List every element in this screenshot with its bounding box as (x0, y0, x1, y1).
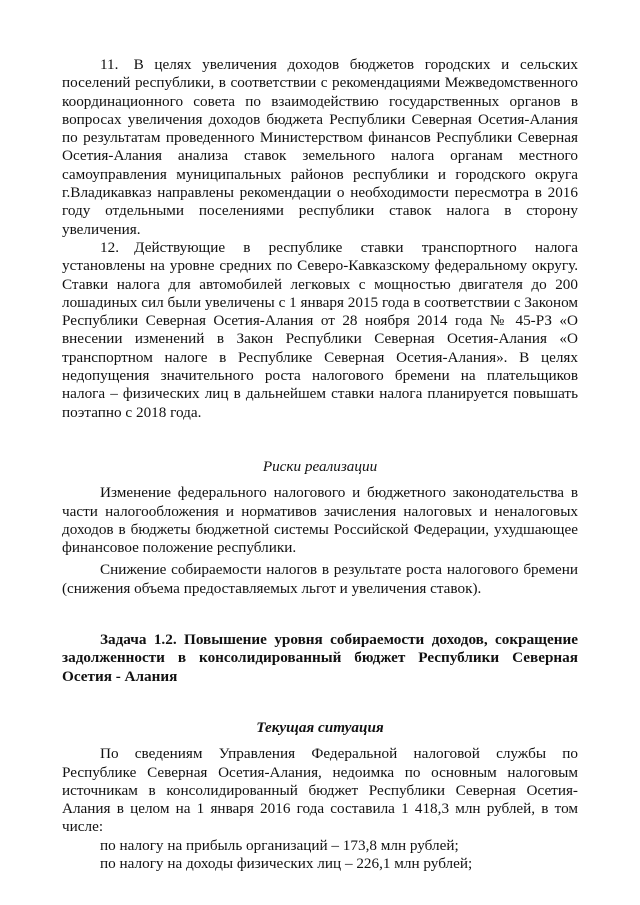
document-page (62, 56, 578, 873)
task-heading: Задача 1.2. Повышение уровня собираемости доходов, сокращение задолженности в консолидированный бюджет Республики Северная Осетия - Алания (62, 631, 578, 685)
list-item: по налогу на доходы физических лиц – 226,1 млн рублей; (100, 854, 473, 872)
paragraph-12: 12. Действующие в республике ставки транспортного налога установлены на уровне средних по Северо-Кавказскому федеральному округу. Ставки налога для автомобилей легковых с мощностью двигателя до 200 лошадиных сил были увеличены с 1 января 2015 года в соответствии с Законом Республики Северная Осетия-Алания от 28 ноября 2014 года № 45-РЗ «О внесении изменений в Закон Республики Северная Осетия-Алания «О транспортном налоге в Республике Северная Осетия-Алания». В целях недопущения значительного роста налогового бремени на плательщиков налога – физических лиц в дальнейшем ставки налога планируется повышать поэтапно с 2018 года. (62, 238, 578, 421)
current-situation-heading: Текущая ситуация (256, 718, 384, 736)
paragraph-11: 11. В целях увеличения доходов бюджетов городских и сельских поселений республики, в соответствии с рекомендациями Межведомственного координационного совета по взаимодействию государственных органов в вопросах увеличения доходов бюджета Республики Северная Осетия-Алания по результатам проведенного Министерством финансов Республики Северная Осетия-Алания анализа ставок земельного налога органам местного самоуправления муниципальных районов республики и городского округа г.Владикавказ направлены рекомендации о необходимости пересмотра в 2016 году отдельными поселениями республики ставок налога в сторону увеличения. (62, 56, 578, 238)
risks-heading: Риски реализации (262, 457, 378, 475)
current-situation-paragraph: По сведениям Управления Федеральной налоговой службы по Республике Северная Осетия-Алания, недоимка по основным налоговым источникам в консолидированный бюджет Республики Северная Осетия-Алания в целом на 1 января 2016 года составила 1 418,3 млн рублей, в том числе: (62, 745, 578, 836)
list-item: по налогу на прибыль организаций – 173,8 млн рублей; (100, 836, 459, 854)
risk-paragraph-1: Изменение федерального налогового и бюджетного законодательства в части налогообложения и нормативов зачисления налоговых и неналоговых доходов в бюджеты бюджетной системы Российской Федерации, ухудшающее финансовое положение республики. (62, 484, 578, 557)
risk-paragraph-2: Снижение собираемости налогов в результате роста налогового бремени (снижения объема предоставляемых льгот и увеличения ставок). (62, 561, 578, 597)
